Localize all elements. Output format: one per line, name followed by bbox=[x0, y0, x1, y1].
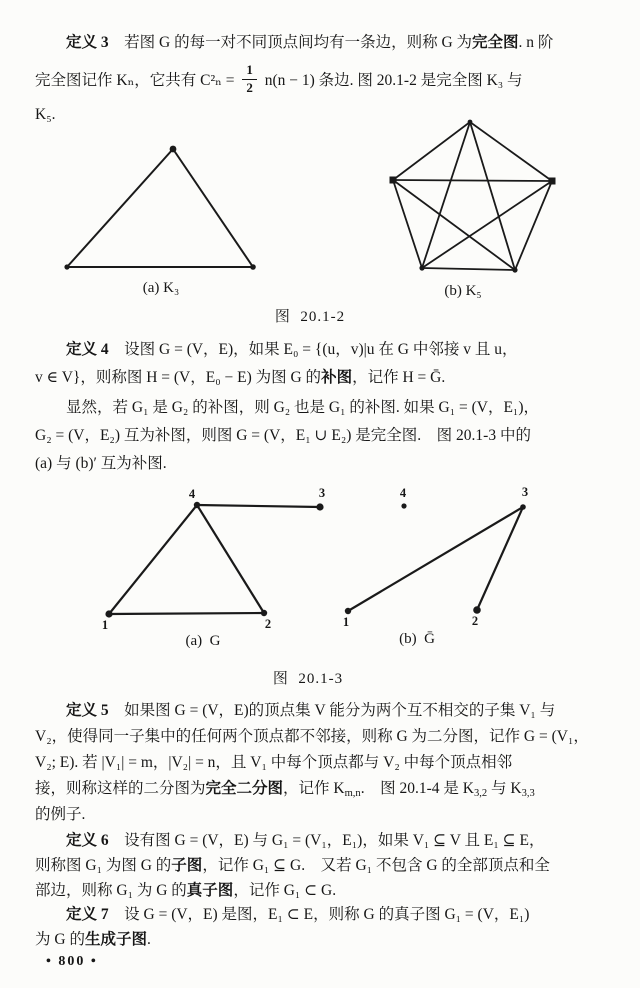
vertex-dot bbox=[170, 146, 177, 153]
vertex-dot bbox=[194, 502, 200, 508]
vertex-dot bbox=[64, 264, 69, 269]
graph-edge bbox=[197, 505, 320, 507]
vertex-dot bbox=[473, 606, 481, 614]
figure-caption-g: (a) G bbox=[185, 633, 221, 649]
vertex-dot bbox=[250, 264, 256, 270]
text-line: V₂; E). 若 |V₁| = m，|V₂| = n，且 V₁ 中每个顶点都与 V₂ 中每个顶点相邻 bbox=[35, 754, 513, 771]
vertex-dot bbox=[316, 503, 323, 510]
graph-edge bbox=[109, 613, 264, 614]
paragraph-definition-7 bbox=[35, 902, 610, 952]
vertex-label: 2 bbox=[264, 617, 272, 631]
k5-graph bbox=[393, 122, 552, 270]
paragraph-definition-4 bbox=[35, 336, 610, 392]
text-line: 定义 3 若图 G 的每一对不同顶点间均有一条边，则称 G 为完全图. n 阶 bbox=[66, 34, 554, 51]
vertex-label: 4 bbox=[188, 487, 196, 501]
graph-edge bbox=[422, 181, 552, 268]
fraction-denominator: 2 bbox=[246, 79, 253, 95]
k3-graph bbox=[67, 149, 253, 267]
graph-g-vertices bbox=[105, 502, 323, 618]
text-line: 定义 4 设图 G = (V，E)，如果 E₀ = {(u，v)|u 在 G 中邻接 v 且 u， bbox=[66, 341, 518, 358]
figure-20-1-3 bbox=[35, 485, 605, 693]
graph-edge bbox=[470, 122, 515, 270]
text-line: V₂，使得同一子集中的任何两个顶点都不邻接，则称 G 为二分图，记作 G = (V₁， bbox=[35, 728, 589, 745]
text-after-fraction: n(n − 1) 条边. 图 20.1-2 是完全图 K₃ 与 bbox=[260, 72, 523, 89]
text-line: 定义 5 如果图 G = (V，E)的顶点集 V 能分为两个互不相交的子集 V₁ 与 bbox=[66, 702, 556, 719]
fraction-numerator: 1 bbox=[242, 63, 257, 80]
vertex-dot bbox=[105, 610, 112, 617]
graph-edge bbox=[477, 507, 523, 610]
vertex-label: 1 bbox=[342, 615, 350, 629]
text-line: (a) 与 (b)′ 互为补图. bbox=[35, 455, 167, 472]
graph-g-vertex-labels bbox=[102, 486, 325, 632]
text-line: 显然，若 G₁ 是 G₂ 的补图，则 G₂ 也是 G₁ 的补图. 如果 G₁ = (V，E₁)， bbox=[66, 399, 539, 416]
text-line: 部边，则称 G₁ 为 G 的真子图，记作 G₁ ⊂ G. bbox=[35, 882, 337, 899]
text-line: 的例子. bbox=[35, 806, 86, 823]
text-line: 定义 6 设有图 G = (V，E) 与 G₁ = (V₁，E₁)，如果 V₁ ⊆ V 且 E₁ ⊆ E， bbox=[66, 832, 545, 849]
vertex-dot bbox=[261, 610, 267, 616]
graph-edge bbox=[470, 122, 552, 181]
vertex-label: 3 bbox=[521, 485, 529, 499]
graph-edge bbox=[197, 505, 264, 613]
vertex-dot bbox=[345, 608, 351, 614]
figure-label: 图 20.1-3 bbox=[272, 671, 344, 687]
graph-edge bbox=[67, 149, 173, 267]
paragraph-definition-6 bbox=[35, 828, 610, 903]
graph-g bbox=[109, 505, 320, 614]
graph-edge bbox=[393, 180, 422, 268]
vertex-label: 3 bbox=[318, 486, 326, 500]
vertex-dot bbox=[549, 178, 556, 185]
text-line: 则称图 G₁ 为图 G 的子图，记作 G₁ ⊆ G. 又若 G₁ 不包含 G 的全部顶点和全 bbox=[35, 857, 550, 874]
graph-edge bbox=[393, 180, 515, 270]
vertex-dot bbox=[512, 267, 517, 272]
fraction-one-half bbox=[242, 63, 257, 95]
graph-edge bbox=[422, 122, 470, 268]
figure-caption-k5: (b) K₅ bbox=[444, 283, 482, 299]
vertex-label: 1 bbox=[101, 618, 109, 632]
vertex-dot bbox=[419, 265, 424, 270]
vertex-label: 2 bbox=[471, 614, 479, 628]
text-line: G₂ = (V，E₂) 互为补图，则图 G = (V，E₁ ∪ E₂) 是完全图. 图 20.1-3 中的 bbox=[35, 427, 531, 444]
paragraph-complement-remark bbox=[35, 394, 610, 478]
graph-edge bbox=[109, 505, 197, 614]
graph-edge bbox=[422, 268, 515, 270]
text-line-with-fraction bbox=[35, 58, 610, 100]
page-number: • 800 • bbox=[46, 954, 98, 969]
paragraph-definition-3 bbox=[35, 28, 610, 130]
text-line: 接，则称这样的二分图为完全二分图，记作 Km,n. 图 20.1-4 是 K3,2 与 K3,3 bbox=[35, 780, 535, 799]
text-line: 为 G 的生成子图. bbox=[35, 931, 151, 948]
graph-edge bbox=[393, 180, 552, 181]
figure-caption-k3: (a) K₃ bbox=[142, 280, 180, 296]
text-before-fraction: 完全图记作 Kₙ，它共有 C²ₙ = bbox=[35, 72, 239, 89]
figure-20-1-2 bbox=[35, 118, 605, 330]
graph-g-complement bbox=[348, 507, 523, 611]
figure-caption-g-complement: (b) Ḡ bbox=[399, 631, 435, 647]
text-line: v ∈ V}，则称图 H = (V，E₀ − E) 为图 G 的补图，记作 H = Ḡ. bbox=[35, 369, 446, 386]
graph-edge bbox=[393, 122, 470, 180]
text-line: 定义 7 设 G = (V，E) 是图，E₁ ⊂ E，则称 G 的真子图 G₁ = (V，E₁) bbox=[66, 906, 530, 923]
vertex-dot bbox=[520, 504, 526, 510]
vertex-dot bbox=[390, 177, 397, 184]
text-line: K₅. bbox=[35, 106, 56, 123]
complete-graphs-drawing bbox=[35, 118, 605, 278]
graph-edge bbox=[173, 149, 253, 267]
graph-edge bbox=[348, 507, 523, 611]
vertex-label: 4 bbox=[399, 486, 407, 500]
vertex-dot bbox=[468, 120, 473, 125]
figure-label: 图 20.1-2 bbox=[274, 309, 346, 325]
complement-graphs-drawing bbox=[35, 485, 605, 633]
paragraph-definition-5 bbox=[35, 698, 610, 828]
vertex-dot bbox=[401, 503, 406, 508]
